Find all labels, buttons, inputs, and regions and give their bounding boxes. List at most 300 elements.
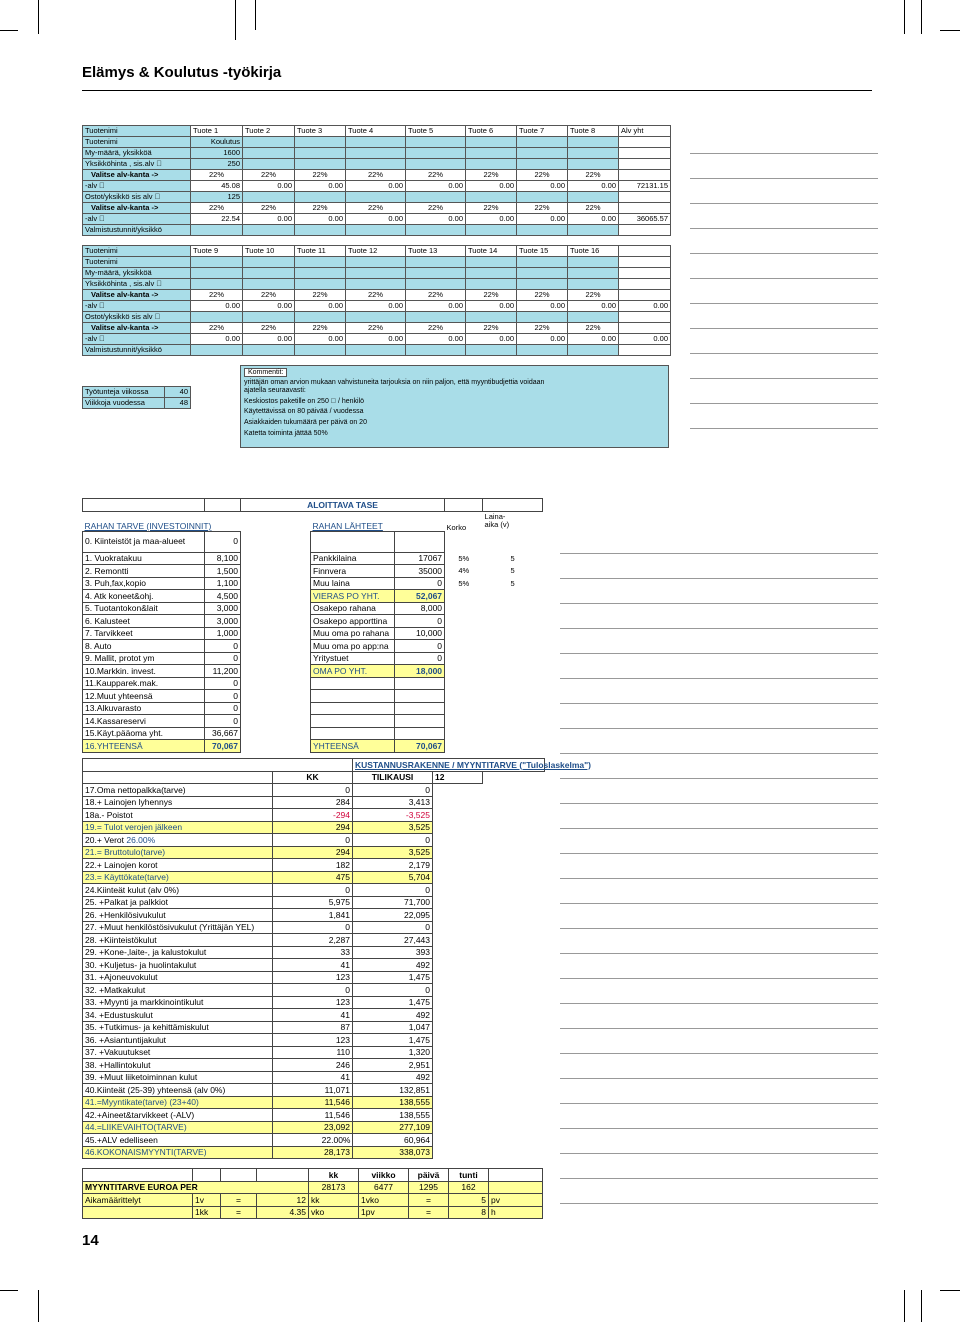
- crop-mark: [0, 30, 18, 31]
- interest-rate[interactable]: [445, 590, 483, 603]
- value-cell[interactable]: [517, 312, 568, 323]
- value-cell[interactable]: [243, 257, 295, 268]
- interest-rate[interactable]: [445, 602, 483, 615]
- value-cell[interactable]: [406, 137, 466, 148]
- need-amount[interactable]: 8,100: [205, 552, 241, 565]
- value-cell[interactable]: [346, 137, 406, 148]
- loan-period[interactable]: [483, 590, 543, 603]
- cost-label: 23.= Käyttökate(tarve): [83, 871, 273, 884]
- value-cell[interactable]: [406, 148, 466, 159]
- spacer: [483, 859, 545, 872]
- interest-rate[interactable]: [445, 690, 483, 703]
- interest-rate[interactable]: [445, 677, 483, 690]
- table-row: [83, 181, 671, 192]
- source-amount[interactable]: 0: [395, 577, 445, 590]
- table-row: [83, 387, 191, 398]
- spacer: [483, 796, 545, 809]
- value-cell[interactable]: [346, 192, 406, 203]
- work-label: Viikkoja vuodessa: [83, 398, 165, 409]
- spacer: [433, 1109, 483, 1122]
- interest-rate[interactable]: [445, 715, 483, 728]
- value-cell[interactable]: 22%: [568, 203, 619, 214]
- value-cell[interactable]: [295, 192, 346, 203]
- value-cell[interactable]: [191, 279, 243, 290]
- value-cell[interactable]: 22%: [243, 203, 295, 214]
- sales-need-value: 6477: [359, 1181, 409, 1194]
- value-cell[interactable]: 22%: [517, 323, 568, 334]
- value-cell[interactable]: [295, 345, 346, 356]
- cost-label: 33. +Myynti ja markkinointikulut: [83, 996, 273, 1009]
- value-cell[interactable]: [243, 159, 295, 170]
- spacer: [433, 1009, 483, 1022]
- loan-period[interactable]: 5: [510, 553, 515, 563]
- interest-rate[interactable]: [445, 652, 483, 665]
- spacer: [483, 1009, 545, 1022]
- value-cell[interactable]: 22%: [191, 203, 243, 214]
- need-amount[interactable]: 0: [205, 640, 241, 653]
- need-amount[interactable]: 1,000: [205, 627, 241, 640]
- monthly-value: 246: [273, 1059, 353, 1072]
- loan-period[interactable]: [483, 677, 543, 690]
- value-cell[interactable]: 22%: [243, 290, 295, 301]
- crop-mark: [38, 0, 39, 34]
- unit-value[interactable]: 4.35: [257, 1206, 309, 1219]
- interest-rate[interactable]: 5%: [458, 553, 470, 563]
- table-row: [83, 203, 671, 214]
- need-label: 12.Muut yhteensä: [83, 690, 205, 703]
- loan-period[interactable]: 5: [510, 566, 515, 575]
- source-amount[interactable]: 70,067: [395, 740, 445, 753]
- unit-value[interactable]: 5: [449, 1194, 489, 1207]
- value-cell[interactable]: 22%: [568, 290, 619, 301]
- value-cell[interactable]: [466, 312, 517, 323]
- value-cell[interactable]: 22%: [406, 323, 466, 334]
- unit-cell: 1pv: [359, 1206, 409, 1219]
- value-cell[interactable]: 22%: [568, 170, 619, 181]
- interest-rate[interactable]: [445, 665, 483, 678]
- value-cell: [619, 148, 671, 159]
- table-row: [83, 796, 545, 809]
- cost-label: 27. +Muut henkilöstösivukulut (Yrittäjän YEL): [83, 921, 273, 934]
- value-cell: [619, 192, 671, 203]
- value-cell[interactable]: [406, 192, 466, 203]
- row-label: Valitse alv-kanta ->: [83, 203, 191, 214]
- cost-label: 21.= Bruttotulo(tarve): [83, 846, 273, 859]
- value-cell[interactable]: 22%: [295, 323, 346, 334]
- tilikausi-header: TILIKAUSI: [353, 771, 433, 784]
- spacer: [483, 784, 545, 797]
- interest-rate[interactable]: [445, 531, 483, 552]
- loan-period[interactable]: 5: [510, 578, 515, 588]
- value-cell[interactable]: 250: [191, 159, 243, 170]
- value-cell[interactable]: [466, 159, 517, 170]
- value-cell[interactable]: 22%: [295, 170, 346, 181]
- product-calc-table-2: [82, 245, 671, 356]
- value-cell[interactable]: 22%: [517, 290, 568, 301]
- need-amount[interactable]: 1,500: [205, 565, 241, 578]
- value-cell[interactable]: [517, 257, 568, 268]
- value-cell[interactable]: [243, 137, 295, 148]
- cost-label: 46.KOKONAISMYYNTI(TARVE): [83, 1146, 273, 1159]
- value-cell[interactable]: [295, 159, 346, 170]
- table-row: [83, 170, 671, 181]
- table-row: [83, 690, 543, 703]
- source-amount[interactable]: [395, 677, 445, 690]
- value-cell[interactable]: 125: [191, 192, 243, 203]
- value-cell[interactable]: [243, 148, 295, 159]
- value-cell[interactable]: [466, 279, 517, 290]
- interest-rate[interactable]: [445, 627, 483, 640]
- value-cell[interactable]: 22%: [346, 290, 406, 301]
- loan-period[interactable]: [483, 531, 543, 552]
- monthly-value: 0: [273, 834, 353, 847]
- value-cell[interactable]: [191, 268, 243, 279]
- loan-period[interactable]: [483, 615, 543, 628]
- need-amount[interactable]: 0: [205, 702, 241, 715]
- need-amount[interactable]: 70,067: [205, 740, 241, 753]
- value-cell[interactable]: [346, 345, 406, 356]
- value-cell[interactable]: [191, 257, 243, 268]
- value-cell[interactable]: [568, 137, 619, 148]
- work-label: Työtunteja viikossa: [83, 387, 165, 398]
- need-amount[interactable]: 4,500: [205, 590, 241, 603]
- value-cell[interactable]: [466, 192, 517, 203]
- loan-period[interactable]: [483, 602, 543, 615]
- crop-mark: [235, 0, 236, 40]
- source-amount[interactable]: 18,000: [395, 665, 445, 678]
- monthly-value: 0: [273, 921, 353, 934]
- annual-value: 1,475: [353, 971, 433, 984]
- value-cell[interactable]: 22%: [243, 323, 295, 334]
- value-cell: 0.00: [568, 301, 619, 312]
- value-cell[interactable]: [346, 159, 406, 170]
- cost-label: 45.+ALV edelliseen: [83, 1134, 273, 1147]
- spacer: [241, 727, 311, 740]
- table-row: [83, 871, 545, 884]
- value-cell: 0.00: [346, 301, 406, 312]
- cost-label: 28. +Kiinteistökulut: [83, 934, 273, 947]
- value-cell[interactable]: [243, 312, 295, 323]
- value-cell[interactable]: [243, 268, 295, 279]
- spacer: [257, 1169, 309, 1182]
- value-cell[interactable]: [466, 257, 517, 268]
- value-cell[interactable]: [295, 268, 346, 279]
- loan-period[interactable]: [483, 690, 543, 703]
- column-header: Tuotenimi: [83, 246, 191, 257]
- value-cell[interactable]: 1600: [191, 148, 243, 159]
- value-cell[interactable]: [568, 257, 619, 268]
- interest-rate[interactable]: 5%: [458, 578, 470, 588]
- value-cell[interactable]: [406, 225, 466, 236]
- value-cell[interactable]: [346, 279, 406, 290]
- value-cell[interactable]: [243, 279, 295, 290]
- interest-rate[interactable]: 4%: [458, 566, 470, 575]
- value-cell[interactable]: [568, 312, 619, 323]
- source-label: Yritystuet: [311, 652, 395, 665]
- table-row: [83, 1109, 545, 1122]
- cost-label: 26. +Henkilösivukulut: [83, 909, 273, 922]
- spacer: [483, 771, 545, 784]
- value-cell[interactable]: [295, 148, 346, 159]
- cost-label: 44.=LIIKEVAIHTO(TARVE): [83, 1121, 273, 1134]
- value-cell[interactable]: 22%: [346, 203, 406, 214]
- value-cell[interactable]: 22%: [466, 170, 517, 181]
- spacer: [433, 871, 483, 884]
- value-cell[interactable]: [406, 345, 466, 356]
- value-cell[interactable]: [406, 312, 466, 323]
- col-header: tunti: [449, 1169, 489, 1182]
- value-cell[interactable]: [568, 159, 619, 170]
- value-cell[interactable]: [466, 225, 517, 236]
- value-cell[interactable]: [568, 345, 619, 356]
- source-amount[interactable]: [395, 727, 445, 740]
- value-cell[interactable]: [243, 225, 295, 236]
- table-row: [83, 531, 543, 552]
- source-amount[interactable]: 0: [395, 640, 445, 653]
- annual-value: 0: [353, 834, 433, 847]
- tax-label: 20.+ Verot 26.00%: [83, 834, 273, 847]
- value-cell[interactable]: [568, 192, 619, 203]
- sales-need-value: 1295: [409, 1181, 449, 1194]
- value-cell[interactable]: [346, 225, 406, 236]
- interest-rate[interactable]: [445, 615, 483, 628]
- spacer: [433, 1096, 483, 1109]
- annual-value: 0: [353, 984, 433, 997]
- column-header: Tuote 10: [243, 246, 295, 257]
- spacer: [489, 1181, 543, 1194]
- comment-line: ajatella seuraavasti:: [244, 387, 306, 394]
- value-cell[interactable]: [568, 148, 619, 159]
- value-cell[interactable]: [243, 192, 295, 203]
- value-cell[interactable]: 22%: [191, 323, 243, 334]
- value-cell[interactable]: [406, 279, 466, 290]
- value-cell[interactable]: [295, 312, 346, 323]
- spacer: [483, 1109, 545, 1122]
- row-label: Yksikköhinta , sis.alv: [83, 279, 191, 290]
- value-cell[interactable]: 22%: [295, 203, 346, 214]
- monthly-value: 33: [273, 946, 353, 959]
- value-cell[interactable]: [517, 225, 568, 236]
- alv-rate[interactable]: 22.00%: [273, 1134, 353, 1147]
- column-header: Tuote 1: [191, 126, 243, 137]
- loan-period[interactable]: [483, 702, 543, 715]
- value-cell[interactable]: [243, 345, 295, 356]
- equals-cell: =: [409, 1206, 449, 1219]
- value-cell[interactable]: [295, 279, 346, 290]
- interest-rate[interactable]: [445, 640, 483, 653]
- value-cell[interactable]: [295, 257, 346, 268]
- value-cell[interactable]: [346, 312, 406, 323]
- loan-period[interactable]: [483, 665, 543, 678]
- value-cell[interactable]: [466, 345, 517, 356]
- value-cell[interactable]: 22%: [517, 203, 568, 214]
- need-amount[interactable]: 1,100: [205, 577, 241, 590]
- interest-rate[interactable]: [445, 727, 483, 740]
- row-label: Valmistustunnit/yksikkö: [83, 345, 191, 356]
- unit-value[interactable]: 8: [449, 1206, 489, 1219]
- spacer: [433, 1134, 483, 1147]
- interest-rate[interactable]: [445, 702, 483, 715]
- table-row: [83, 1146, 545, 1159]
- value-cell: 0.00: [295, 301, 346, 312]
- value-cell[interactable]: [191, 225, 243, 236]
- value-cell[interactable]: 22%: [191, 170, 243, 181]
- need-amount[interactable]: 36,667: [205, 727, 241, 740]
- value-cell[interactable]: 22%: [406, 290, 466, 301]
- loan-period[interactable]: [483, 727, 543, 740]
- value-cell[interactable]: [191, 345, 243, 356]
- value-cell[interactable]: 22%: [466, 290, 517, 301]
- value-cell[interactable]: [517, 137, 568, 148]
- table-row: [83, 1084, 545, 1097]
- loan-period[interactable]: [483, 627, 543, 640]
- table-row: [83, 552, 543, 565]
- column-header: Tuotenimi: [83, 126, 191, 137]
- value-cell: 0.00: [346, 334, 406, 345]
- source-amount[interactable]: 0: [395, 652, 445, 665]
- monthly-value: 110: [273, 1046, 353, 1059]
- value-cell[interactable]: 22%: [346, 170, 406, 181]
- column-header: Tuote 15: [517, 246, 568, 257]
- value-cell[interactable]: 22%: [568, 323, 619, 334]
- spacer: [483, 871, 545, 884]
- loan-period[interactable]: [483, 715, 543, 728]
- col-header: viikko: [359, 1169, 409, 1182]
- source-amount[interactable]: 10,000: [395, 627, 445, 640]
- value-cell: 0.00: [191, 301, 243, 312]
- monthly-value: 0: [273, 884, 353, 897]
- value-cell[interactable]: 22%: [517, 170, 568, 181]
- source-amount[interactable]: [395, 531, 445, 552]
- source-amount[interactable]: [395, 690, 445, 703]
- source-amount[interactable]: 0: [395, 615, 445, 628]
- need-amount[interactable]: 3,000: [205, 602, 241, 615]
- page-number: 14: [82, 1232, 99, 1249]
- value-cell[interactable]: [466, 268, 517, 279]
- value-cell[interactable]: 22%: [466, 203, 517, 214]
- source-amount[interactable]: 52,067: [395, 590, 445, 603]
- need-amount[interactable]: 11,200: [205, 665, 241, 678]
- value-cell[interactable]: [406, 268, 466, 279]
- comment-line: Asiakkaiden tukumäärä per päivä on 20: [244, 419, 367, 426]
- crop-mark: [940, 30, 960, 31]
- value-cell[interactable]: [406, 257, 466, 268]
- balance-title: ALOITTAVA TASE: [241, 499, 445, 512]
- crop-mark: [940, 1290, 960, 1291]
- value-cell[interactable]: 22%: [295, 290, 346, 301]
- work-value[interactable]: 48: [165, 398, 191, 409]
- value-cell[interactable]: 22%: [406, 203, 466, 214]
- cost-label: 39. +Muut liiketoiminnan kulut: [83, 1071, 273, 1084]
- value-cell[interactable]: [517, 345, 568, 356]
- unit-value[interactable]: 12: [257, 1194, 309, 1207]
- value-cell[interactable]: 22%: [406, 170, 466, 181]
- value-cell[interactable]: [517, 279, 568, 290]
- crop-mark: [904, 0, 905, 34]
- loan-period[interactable]: [483, 640, 543, 653]
- row-label: Ostot/yksikkö sis alv: [83, 312, 191, 323]
- value-cell[interactable]: [517, 148, 568, 159]
- value-cell: 45.08: [191, 181, 243, 192]
- need-label: 11.Kaupparek.mak.: [83, 677, 205, 690]
- value-cell[interactable]: [346, 148, 406, 159]
- value-cell[interactable]: Koulutus: [191, 137, 243, 148]
- source-label: Osakepo apporttina: [311, 615, 395, 628]
- value-cell[interactable]: [295, 225, 346, 236]
- monthly-value: 28,173: [273, 1146, 353, 1159]
- row-label: Tuotenimi: [83, 257, 191, 268]
- value-cell[interactable]: [568, 268, 619, 279]
- value-cell[interactable]: [517, 159, 568, 170]
- source-amount[interactable]: 8,000: [395, 602, 445, 615]
- cost-label: 25. +Palkat ja palkkiot: [83, 896, 273, 909]
- value-cell[interactable]: [406, 159, 466, 170]
- monthly-value: 41: [273, 1009, 353, 1022]
- need-amount[interactable]: 0: [205, 652, 241, 665]
- row-label: Valitse alv-kanta ->: [83, 323, 191, 334]
- value-cell[interactable]: [517, 192, 568, 203]
- need-label: 3. Puh,fax,kopio: [83, 577, 205, 590]
- value-cell: 0.00: [517, 334, 568, 345]
- spacer: [483, 896, 545, 909]
- monthly-value: 1,841: [273, 909, 353, 922]
- source-amount[interactable]: [395, 715, 445, 728]
- value-cell[interactable]: 22%: [191, 290, 243, 301]
- table-row: [83, 784, 545, 797]
- value-cell[interactable]: [517, 268, 568, 279]
- interest-rate[interactable]: [445, 740, 483, 753]
- months-value[interactable]: 12: [433, 771, 483, 784]
- value-cell[interactable]: [466, 148, 517, 159]
- table-row: [83, 702, 543, 715]
- value-cell[interactable]: 22%: [346, 323, 406, 334]
- source-amount[interactable]: 17067: [395, 552, 445, 565]
- spacer: [433, 846, 483, 859]
- spacer: [433, 834, 483, 847]
- value-cell[interactable]: [568, 225, 619, 236]
- value-cell[interactable]: 22%: [243, 170, 295, 181]
- annual-value: 3,413: [353, 796, 433, 809]
- value-cell: [619, 170, 671, 181]
- value-cell: 0.00: [517, 181, 568, 192]
- value-cell[interactable]: [346, 268, 406, 279]
- value-cell[interactable]: [191, 312, 243, 323]
- spacer: [433, 909, 483, 922]
- work-value[interactable]: 40: [165, 387, 191, 398]
- loan-period[interactable]: [483, 740, 543, 753]
- value-cell[interactable]: [466, 137, 517, 148]
- source-amount[interactable]: 35000: [395, 565, 445, 578]
- need-label: 2. Remontti: [83, 565, 205, 578]
- value-cell[interactable]: 22%: [466, 323, 517, 334]
- value-cell[interactable]: [295, 137, 346, 148]
- need-amount[interactable]: 0: [205, 690, 241, 703]
- need-amount[interactable]: 0: [205, 677, 241, 690]
- need-amount[interactable]: 0: [205, 715, 241, 728]
- value-cell[interactable]: [568, 279, 619, 290]
- crop-mark: [38, 1290, 39, 1322]
- annual-value: 338,073: [353, 1146, 433, 1159]
- source-amount[interactable]: [395, 702, 445, 715]
- need-amount[interactable]: 3,000: [205, 615, 241, 628]
- spacer: [483, 971, 545, 984]
- loan-period[interactable]: [483, 652, 543, 665]
- sales-need-value: 28173: [309, 1181, 359, 1194]
- value-cell[interactable]: [346, 257, 406, 268]
- time-definitions-label: Aikamäärittelyt: [83, 1194, 193, 1207]
- need-amount[interactable]: 0: [205, 531, 241, 552]
- table-row: [83, 1134, 545, 1147]
